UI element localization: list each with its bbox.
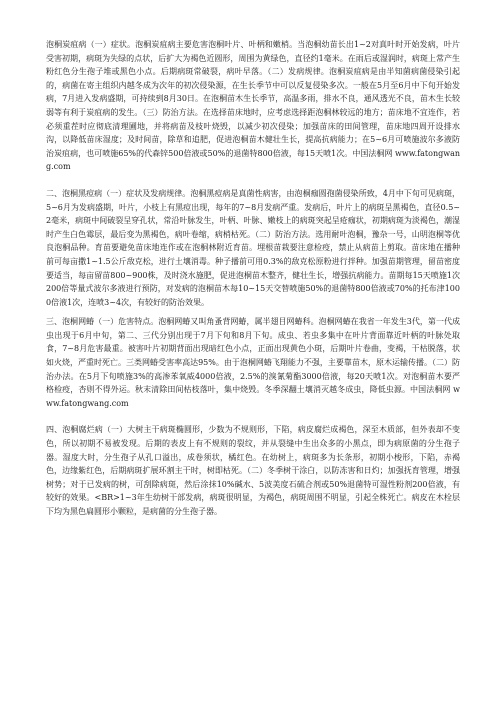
paragraph-lace-bug: 三、泡桐网蝽（一）危害特点。泡桐网蝽又叫角蚤背网蝽，属半翅目网蝽科。泡桐网蝽在我省一年发生3代，第一代成虫出现于6月中旬，第二、三代分别出现于7月下旬和8月下旬。成虫、若虫多集中在叶片背面靠近叶柄的叶脉处取食，7~8月危害最重。被害叶片初期背面出现暗红色小点，正面出现黄色小斑，后期叶片卷曲，变褐，干枯脱落，状如火烧，严重时死亡。三类网蝽受害率高达95%。由于泡桐网蝽飞翔能力不强，主要靠苗木，原木运输传播。（二）防治办法。在5月下旬喷施3%的高渗苯氧威4000倍液，2.5%的溴氰菊酯3000倍液，每20天喷1次。对泡桐苗木要严格检疫，杏则不得外运。秋末清除田间枯枝落叶，集中烧毁。冬季深翻土壤消灭越冬成虫，降低虫源。中国法桐网 www.fatongwang.com (46, 317, 460, 408)
paragraph-canker: 四、泡桐腐烂病（一）大树主干病斑椭圆形，少数为不规则形，下陷，病皮腐烂成褐色，深至木质部，但外表却不变色，所以初期不易被发现。后期的表皮上有不规则的裂纹，并从裂缝中生出众多的小黑点，即为病原菌的分生孢子器。湿度大时，分生孢子从孔口溢出，成卷须状，橘红色。在幼树上，病斑多为长条形，初期小梭形，下陷，赤褐色，边缘紫红色，后期病斑扩展环割主干时，树即枯死。（二）冬季树干涂白，以防冻害和日灼；加强抚育管理，增强树势；对于已发病的树，可刮除病斑，然后涂抹10%碱水、5波美度石硫合剂或50%退菌特可湿性粉剂200倍液，有较好的效果。<BR>1~3年生幼树干部发病，病斑很明显，为褐色，病斑周围不明显，引起全株死亡。病皮在木栓层下均为黑色扁圆形小颗粒，是病菌的分生孢子器。 (46, 425, 460, 516)
paragraph-black-pox: 二、泡桐黑痘病（一）症状及发病规律。泡桐黑痘病是真菌性病害，由泡桐痂圆孢菌侵染所致，4月中下旬可见病斑，5~6月为发病盛期，叶片，小枝上有黑痘出现，每年的7~8月发病严重。发病后，叶片上的病斑呈黑褐色，直径0.5~2毫米，病斑中间破裂呈穿孔状，常沿叶脉发生，叶柄、叶脉、嫩枝上的病斑突起呈疮痂状，初期病斑为淡褐色，潮湿时产生白色霉层，最后变为黑褐色，病叶卷缩，病梢枯死。（二）防治方法。选用耐叶泡桐，豫杂一号，山明泡桐等优良泡桐品种。育苗要避免苗床地连作或在泡桐林附近育苗。埋根苗栽要注意检疫，禁止从病苗上剪取。苗床地在播种前可每亩撒1~1.5公斤敌克松，进行土壤消毒。种子播前可用0.3%的敌克松原粉进行拌种。加强苗期管理，留苗密度要适当，每亩留苗800~900株，及时浇水施肥，促进泡桐苗木整齐，健壮生长，增强抗病能力。苗期每15天喷施1次200倍等量式波尔多液进行预防，对发病的泡桐苗木每10~15天交替喷施50%的退菌特800倍液或70%的托布津1000倍液1次，连喷3~4次，有较好的防治效果。 (46, 188, 460, 307)
paragraph-anthracnose: 泡桐炭疽病（一）症状。泡桐炭疽病主要危害泡桐叶片、叶柄和嫩梢。当泡桐幼苗长出1~2对真叶时开始发病，叶片受害初期，病斑为失绿的点状，后扩大为褐色近圆形，周围为黄绿色，直径约1毫米。在雨后或湿润时，病斑上常产生粉红色分生孢子堆或黑色小点。后期病斑常破裂，病叶早落。（二）发病规律。泡桐炭疽病是由半知菌病菌侵染引起的，病菌在寄主组织内越冬成为次年的初次侵染源，在生长季节中可以反复侵染多次。一般在5月至6月中下旬开始发病，7月进入发病盛期，可持续到8月30日。在泡桐苗木生长季节，高温多雨，排水不良，通风透光不良，苗木生长较弱等有利于炭疽病的发生。（三）防治方法。在选择苗床地时，应考虑选择距泡桐林较远的地方；苗床地不宜连作，若必须重茬时应彻底清理圃地，并将病苗及枝叶烧毁，以减少初次侵染；加强苗床的田间管理，苗床地四周开设排水沟，以降低苗床湿度；及时间苗，除草和追肥，促进泡桐苗木健壮生长，提高抗病能力；在5~6月可喷施波尔多液防治炭疽病，也可喷施65%的代森锌500倍液或50%的退菌特800倍液，每15天喷1次。中国法桐网 www.fatongwang.com (46, 40, 460, 172)
